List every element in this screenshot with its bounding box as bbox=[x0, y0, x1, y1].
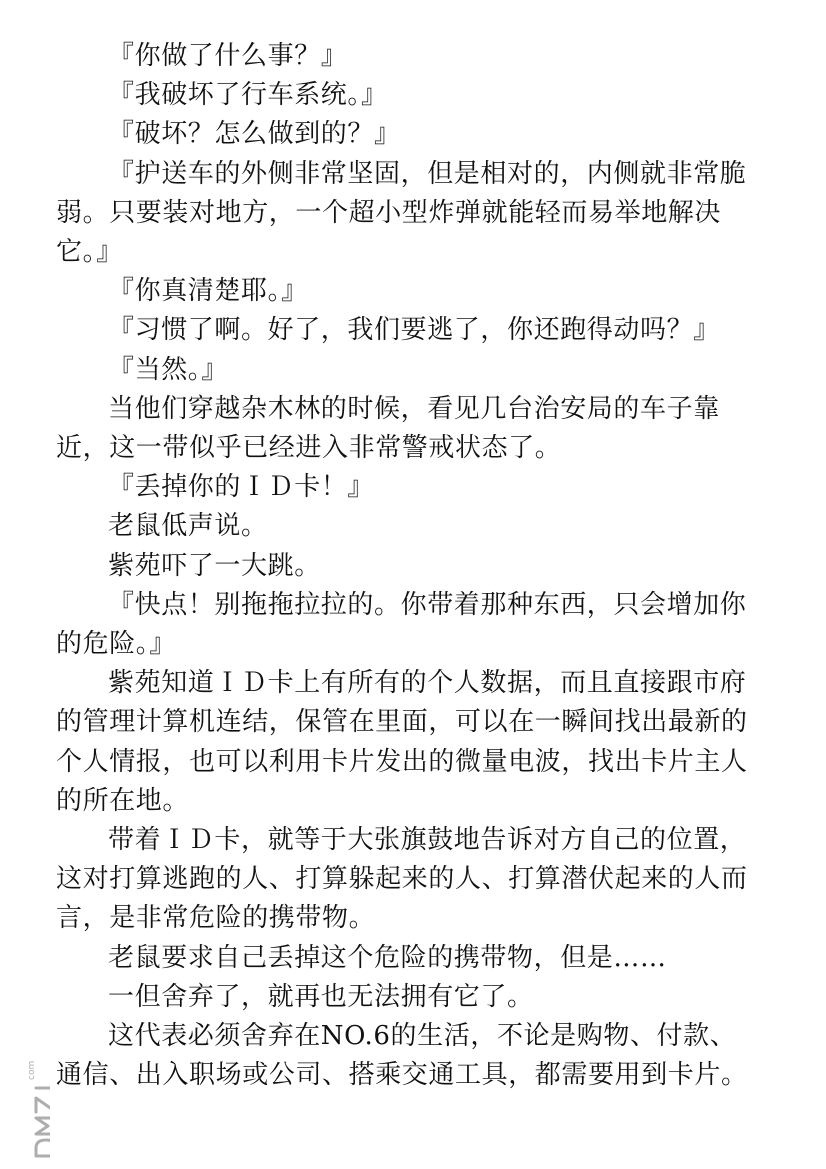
watermark-letters bbox=[36, 1088, 50, 1156]
paragraph: 『你做了什么事？』 bbox=[108, 41, 348, 71]
watermark-letter bbox=[36, 1140, 50, 1156]
paragraph: 一但舍弃了，就再也无法拥有它了。 bbox=[108, 981, 534, 1012]
watermark-letter bbox=[36, 1098, 50, 1112]
paragraph: 紫苑知道ＩＤ卡上有所有的个人数据，而且直接跟市府的管理计算机连结，保管在里面，可以在一瞬间找出最新的个人情报，也可以利用卡片发出的微量电波，找出卡片主人的所在地。 bbox=[56, 668, 748, 816]
paragraph: 『当然。』 bbox=[108, 354, 229, 385]
watermark-suffix: com bbox=[27, 1060, 37, 1080]
paragraph: 老鼠低声说。 bbox=[108, 511, 268, 542]
paragraph: 当他们穿越杂木林的时候，看见几台治安局的车子靠近，这一带似乎已经进入非常警戒状态了。 bbox=[56, 393, 720, 464]
watermark-letter bbox=[36, 1088, 50, 1093]
paragraph: 『习惯了啊。好了，我们要逃了，你还跑得动吗？』 bbox=[108, 315, 720, 346]
paragraph: 『你真清楚耶。』 bbox=[108, 276, 308, 307]
watermark-logo bbox=[4, 1050, 50, 1160]
paragraph: 老鼠要求自己丢掉这个危险的携带物，但是…… bbox=[108, 942, 667, 973]
paragraph: 『破坏？怎么做到的？』 bbox=[108, 119, 401, 150]
paragraph: 『快点！别拖拖拉拉的。你带着那种东西，只会增加你的危险。』 bbox=[56, 589, 747, 660]
paragraph: 『护送车的外侧非常坚固，但是相对的，内侧就非常脆弱。只要装对地方，一个超小型炸弹就能轻而易举地解决它。』 bbox=[56, 158, 747, 268]
body-text bbox=[56, 37, 748, 1095]
paragraph: 紫苑吓了一大跳。 bbox=[108, 550, 321, 581]
paragraph: 这代表必须舍弃在NO.6的生活，不论是购物、付款、通信、出入职场或公司、搭乘交通工具，都需要用到卡片。 bbox=[56, 1021, 748, 1091]
paragraph: 『我破坏了行车系统。』 bbox=[108, 80, 388, 111]
paragraph: 带着ＩＤ卡，就等于大张旗鼓地告诉对方自己的位置，这对打算逃跑的人、打算躲起来的人、打算潜伏起来的人而言，是非常危险的携带物。 bbox=[56, 825, 748, 934]
paragraph: 『丢掉你的ＩＤ卡！』 bbox=[108, 472, 375, 503]
watermark-letter bbox=[36, 1118, 50, 1134]
